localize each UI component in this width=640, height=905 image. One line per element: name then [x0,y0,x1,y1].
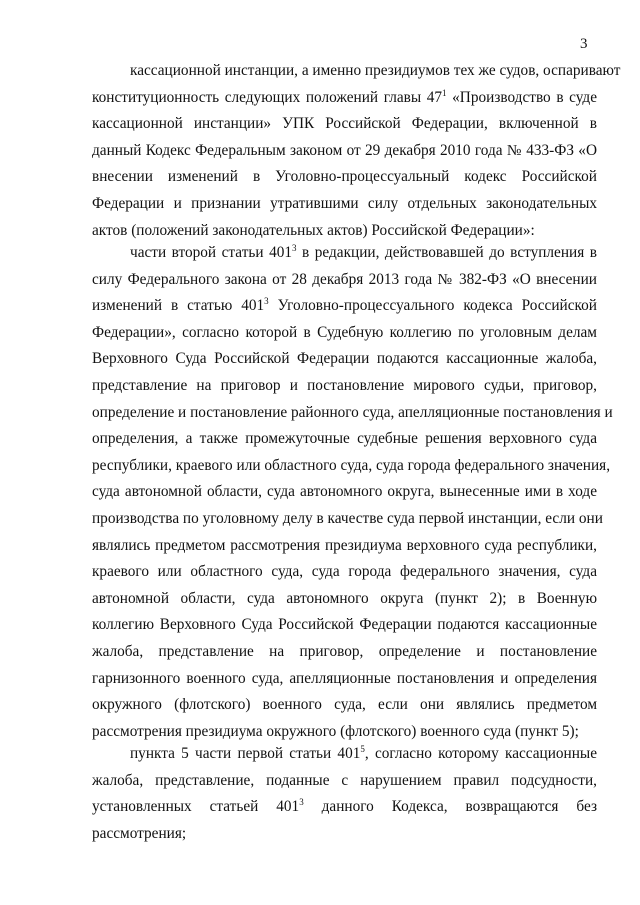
paragraph [92,58,621,244]
text-segment: пункта 5 части первой статьи 401 [130,745,361,762]
text-line: кассационной инстанции, а именно президиумов тех же судов, оспаривают [130,62,621,79]
text-line: определение и постановление районного суда, апелляционные постановления и [92,403,613,421]
text-line: гарнизонного военного суда, апелляционные постановления и определения [92,669,597,687]
paragraph [92,240,613,745]
text-line: представление на приговор и постановление мирового судьи, приговор, [92,376,597,394]
text-segment: Уголовно-процессуального кодекса Российской [268,297,597,315]
text-line: рассмотрения; [92,824,187,842]
superscript: 3 [292,242,297,253]
text-line: Федерации», согласно которой в Судебную коллегию по уголовным делам [92,323,597,341]
paragraph [92,741,597,847]
text-line [92,240,597,267]
text-line: жалоба, представление на приговор, определение и постановление [92,642,597,660]
text-line: Федерации и признании утратившими силу отдельных законодательных [92,194,597,212]
text-line: рассмотрения президиума окружного (флотского) военного суда (пункт 5); [92,722,579,740]
text-line: данный Кодекс Федеральным законом от 29 декабря 2010 года № 433-ФЗ «О [92,141,597,159]
text-segment: «Производство в суде [446,88,597,106]
page-number: 3 [580,36,588,52]
text-line: окружного (флотского) военного суда, если они являлись предметом [92,696,597,714]
text-line: кассационной инстанции» УПК Российской Федерации, включенной в [92,115,597,133]
superscript: 1 [442,87,447,98]
text-segment: , согласно которому кассационные [364,745,597,762]
text-line: жалоба, представление, поданные с нарушением правил подсудности, [92,771,597,789]
text-line: автономной области, суда автономного округа (пункт 2); в Военную [92,589,597,607]
text-line: Верховного Суда Российской Федерации подаются кассационные жалоба, [92,350,597,368]
text-segment: части второй статьи 401 [130,244,293,261]
text-line [92,85,597,112]
text-line: являлись предметом рассмотрения президиума верховного суда республики, [92,536,597,554]
text-line [92,293,597,320]
text-line [92,741,597,768]
text-line: определения, а также промежуточные судебные решения верховного суда [92,430,597,448]
text-segment: данного Кодекса, возвращаются без [303,798,597,816]
text-line: республики, краевого или областного суда, суда города федерального значения, [92,456,611,474]
text-segment: в редакции, действовавшей до вступления в [296,244,597,261]
superscript: 3 [299,797,304,808]
text-segment: изменений в статью 401 [92,297,265,315]
text-segment: конституционность следующих положений главы 47 [92,88,443,106]
text-line: краевого или областного суда, суда города федерального значения, суда [92,563,597,581]
text-line: производства по уголовному делу в качестве суда первой инстанции, если они [92,509,603,527]
text-segment: установленных статьей 401 [92,798,300,816]
superscript: 3 [264,296,269,307]
text-line: суда автономной области, суда автономного округа, вынесенные ими в ходе [92,483,597,501]
text-line: коллегию Верховного Суда Российской Федерации подаются кассационные [92,616,597,634]
text-line: актов (положений законодательных актов) Российской Федерации»: [92,221,535,239]
text-line: внесении изменений в Уголовно-процессуальный кодекс Российской [92,168,597,186]
text-line: силу Федерального закона от 28 декабря 2013 года № 382-ФЗ «О внесении [92,270,597,288]
text-line [92,794,597,821]
superscript: 5 [360,743,365,754]
